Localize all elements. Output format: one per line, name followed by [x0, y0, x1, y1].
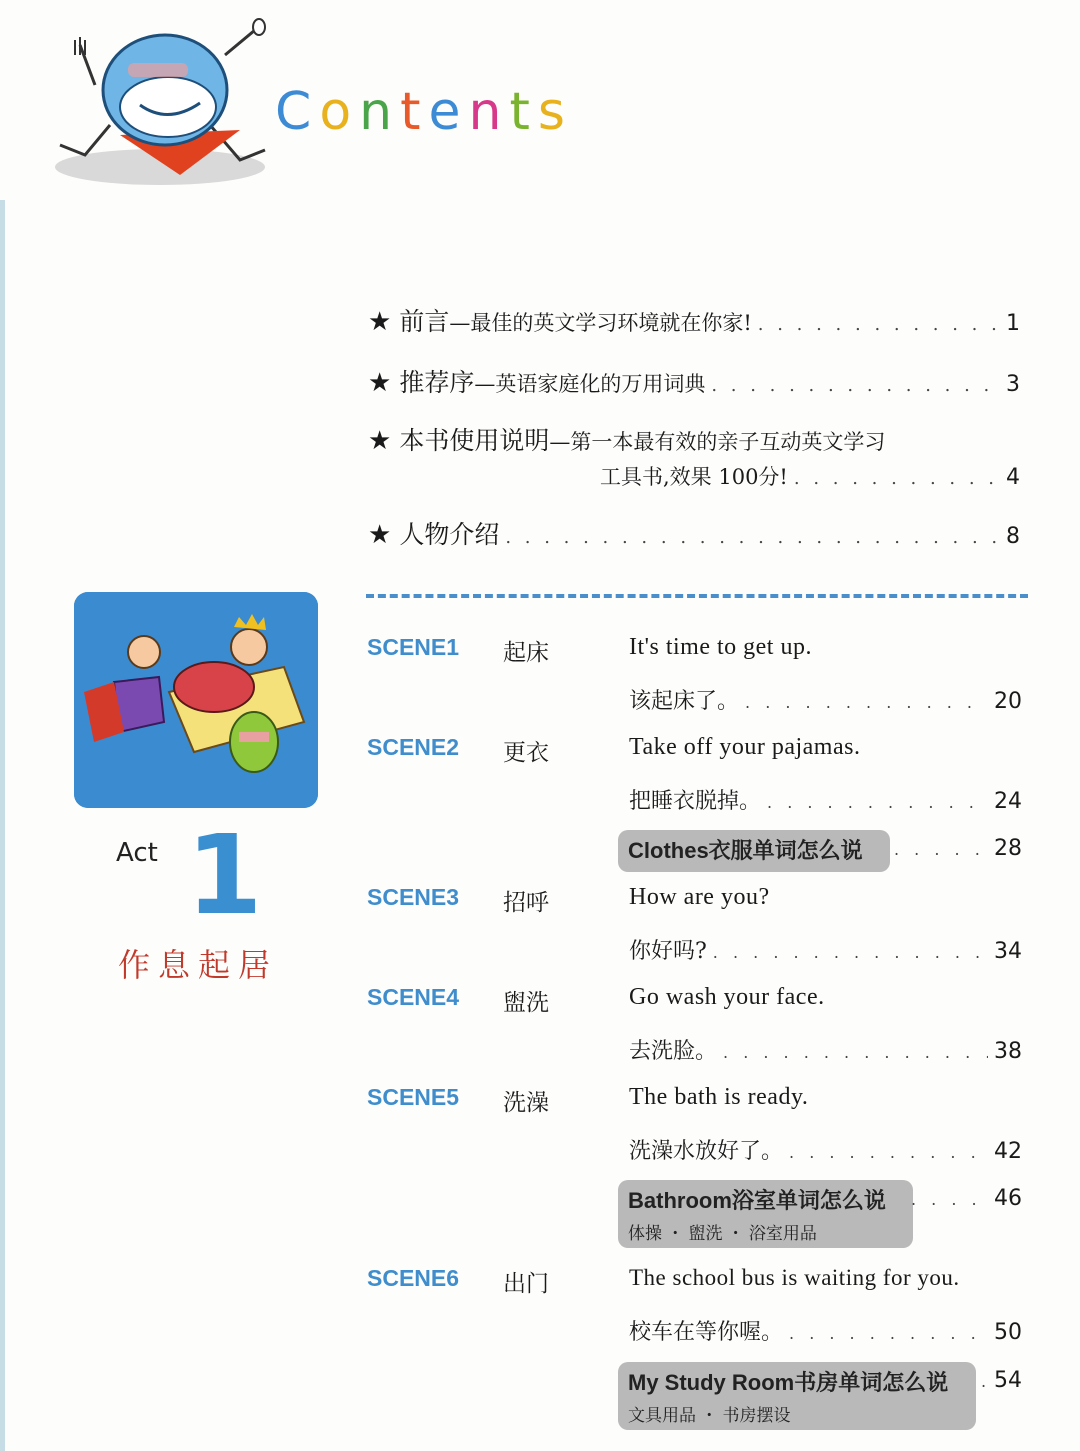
- entry-subtitle-cont: 工具书,效果 100分!: [600, 465, 788, 489]
- scene-chinese-entry[interactable]: 该起床了。 . . . 20: [629, 684, 1022, 715]
- scene-label[interactable]: SCENE2: [367, 734, 460, 760]
- scene-label[interactable]: SCENE1: [367, 634, 460, 660]
- scene-label[interactable]: SCENE4: [367, 984, 460, 1010]
- page-number: 20: [994, 689, 1022, 714]
- scene-english: It's time to get up.: [629, 634, 812, 660]
- scene-chinese-entry[interactable]: 校车在等你喔。 . . . 50: [629, 1315, 1022, 1346]
- page-number: 46: [994, 1186, 1022, 1211]
- act-illustration: [74, 592, 318, 808]
- vocab-title: Bathroom浴室单词怎么说: [628, 1188, 886, 1213]
- scene-label[interactable]: SCENE5: [367, 1084, 460, 1110]
- leader-dots: [745, 693, 988, 712]
- vocab-subtitle: 文具用品 ・ 书房摆设: [628, 1406, 791, 1425]
- page-number: 4: [1006, 465, 1020, 490]
- page-number: 54: [994, 1368, 1022, 1393]
- scene-topic: 出门: [503, 1271, 549, 1297]
- title-letter: t: [400, 82, 429, 142]
- scene-topic: 洗澡: [503, 1090, 549, 1116]
- scene-english: Take off your pajamas.: [629, 734, 861, 760]
- title-letter: s: [537, 82, 573, 142]
- scene-label[interactable]: SCENE6: [367, 1265, 460, 1291]
- act-title: 作息起居: [118, 946, 279, 984]
- page-number: 1: [1006, 311, 1020, 336]
- star-icon: ★: [368, 307, 392, 337]
- entry-title: 推荐序: [399, 368, 475, 397]
- scene-english: The school bus is waiting for you.: [629, 1265, 960, 1290]
- star-icon: ★: [368, 426, 392, 456]
- scene-chinese-entry[interactable]: 洗澡水放好了。 . . . 42: [629, 1134, 1022, 1165]
- page-number: 28: [994, 836, 1022, 861]
- scene-topic: 起床: [503, 640, 549, 666]
- entry-subtitle: —英语家庭化的万用词典: [474, 372, 706, 396]
- scene-topic: 盥洗: [503, 990, 549, 1016]
- dashed-divider: [366, 594, 1028, 598]
- scene-topic: 更衣: [503, 740, 549, 766]
- entry-subtitle: —最佳的英文学习环境就在你家!: [449, 311, 752, 335]
- vocab-box-clothes[interactable]: [618, 830, 890, 872]
- title-letter: o: [319, 82, 360, 142]
- leader-dots: [789, 1143, 988, 1162]
- vocab-page-leader: [888, 836, 1022, 861]
- mascot-illustration: [40, 15, 280, 190]
- vocab-title: My Study Room书房单词怎么说: [628, 1370, 949, 1395]
- scene-topic: 招呼: [503, 890, 549, 916]
- vocab-title: Clothes衣服单词怎么说: [628, 838, 863, 863]
- leader-dots: [505, 521, 998, 555]
- title-letter: n: [359, 82, 401, 142]
- vocab-box-bathroom[interactable]: [618, 1180, 913, 1248]
- leader-dots: [711, 369, 998, 403]
- scene-chinese-entry[interactable]: 去洗脸。 . . . 38: [629, 1034, 1022, 1065]
- title-letter: t: [509, 82, 538, 142]
- act-label: Act: [116, 838, 158, 868]
- star-icon: ★: [368, 368, 392, 398]
- scene-english: How are you?: [629, 884, 770, 910]
- entry-title: 本书使用说明: [399, 426, 550, 455]
- title-letter: e: [428, 82, 469, 142]
- vocab-page-leader: [905, 1186, 1022, 1211]
- page-number: 42: [994, 1139, 1022, 1164]
- scene-english: Go wash your face.: [629, 984, 825, 1010]
- scene-chinese-entry[interactable]: 把睡衣脱掉。 . . . 24: [629, 784, 1022, 815]
- page-number: 50: [994, 1320, 1022, 1345]
- toc-entry-how-to-use-cont[interactable]: [600, 460, 1020, 496]
- title-letter: n: [468, 82, 510, 142]
- page-number: 3: [1006, 372, 1020, 397]
- scene-english: The bath is ready.: [629, 1084, 809, 1110]
- scene-label[interactable]: SCENE3: [367, 884, 460, 910]
- toc-entry-how-to-use[interactable]: [368, 424, 1020, 459]
- vocab-box-study-room[interactable]: [618, 1362, 976, 1430]
- title-letter: C: [275, 82, 320, 142]
- vocab-subtitle: 体操 ・ 盥洗 ・ 浴室用品: [628, 1224, 817, 1243]
- page-number: 34: [994, 939, 1022, 964]
- leader-dots: [723, 1043, 988, 1062]
- contents-title: [275, 82, 573, 152]
- star-icon: ★: [368, 520, 392, 550]
- toc-entry-preface[interactable]: [368, 305, 1020, 342]
- vocab-page-leader: [975, 1368, 1022, 1393]
- page-number: 38: [994, 1039, 1022, 1064]
- leader-dots: [794, 462, 998, 496]
- entry-subtitle: —第一本最有效的亲子互动英文学习: [549, 430, 886, 454]
- leader-dots: [767, 793, 988, 812]
- toc-entry-characters[interactable]: [368, 518, 1020, 555]
- leader-dots: [758, 308, 998, 342]
- leader-dots: [713, 943, 988, 962]
- scene-chinese-entry[interactable]: 你好吗? . . . 34: [629, 934, 1022, 965]
- act-number: 1: [186, 811, 263, 939]
- entry-title: 人物介绍: [399, 520, 500, 549]
- page-number: 8: [1006, 524, 1020, 549]
- page-edge-strip: [0, 200, 5, 1451]
- entry-title: 前言: [399, 307, 450, 336]
- leader-dots: [789, 1324, 988, 1343]
- toc-entry-recommendation[interactable]: [368, 366, 1020, 403]
- page-number: 24: [994, 789, 1022, 814]
